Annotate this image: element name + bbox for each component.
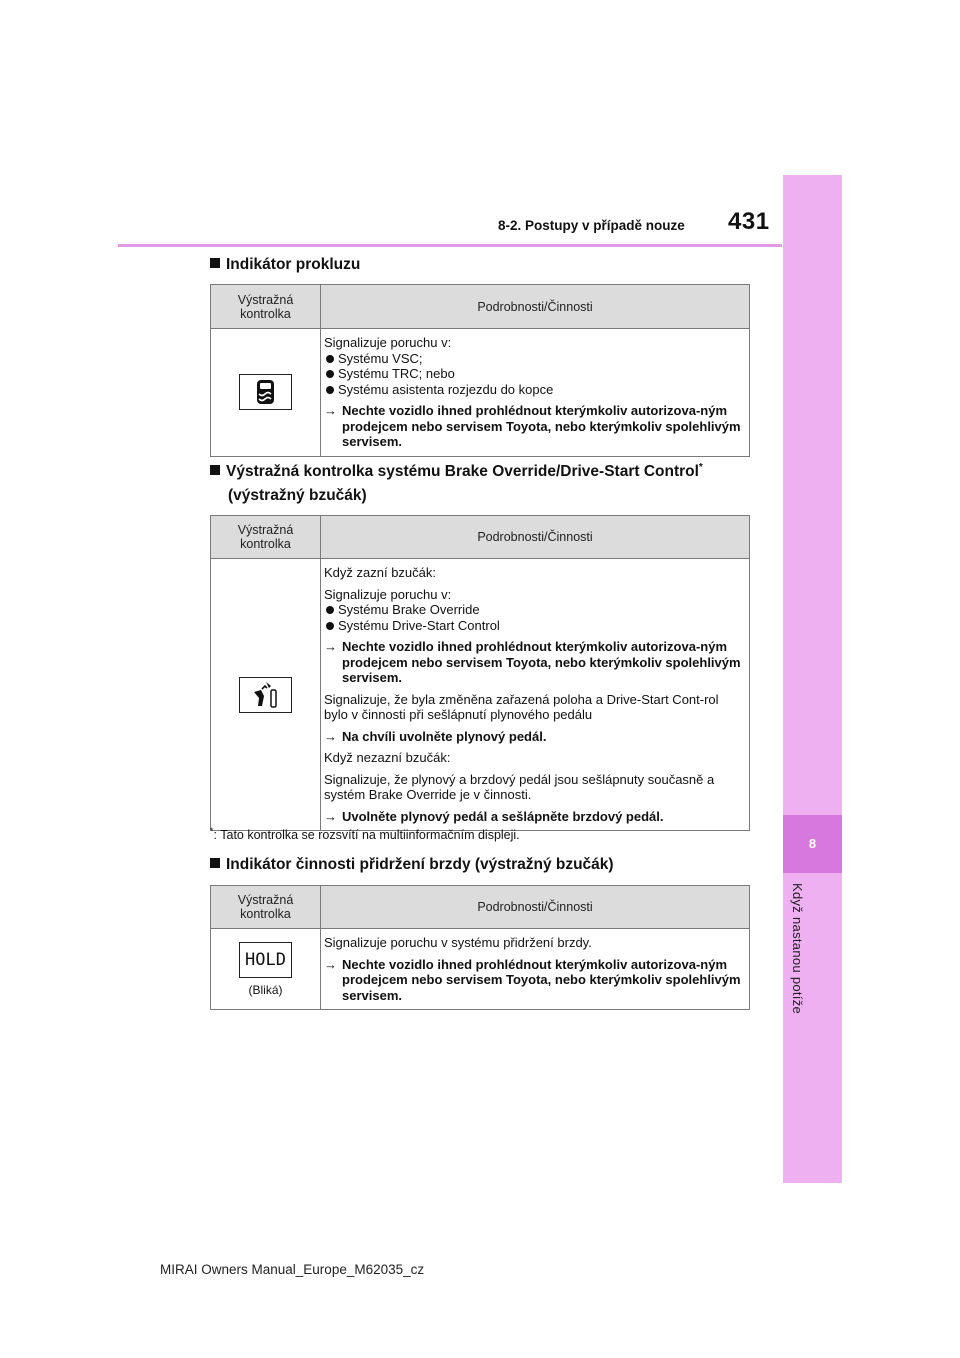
chapter-side-tab bbox=[783, 175, 842, 1183]
warning-light-cell bbox=[211, 329, 321, 457]
detail-intro: Signalizuje poruchu v systému přidržení brzdy. bbox=[324, 935, 592, 950]
chapter-title: Když nastanou potíže bbox=[790, 883, 805, 1015]
arrow-icon: → bbox=[324, 808, 337, 824]
arrow-icon: → bbox=[324, 956, 337, 972]
square-bullet-icon bbox=[210, 465, 220, 475]
section-heading-line2: (výstražný bzučák) bbox=[228, 487, 367, 504]
action-text: Nechte vozidlo ihned prohlédnout kterýmkoliv autorizova-ným prodejcem nebo servisem Toyota, nebo kterýmkoliv spolehlivým servisem. bbox=[342, 639, 741, 685]
buzzer-off-label: Když nezazní bzučák: bbox=[324, 750, 451, 765]
footnote-marker: * bbox=[210, 826, 214, 836]
warning-light-cell bbox=[211, 559, 321, 831]
table-header-details: Podrobnosti/Činnosti bbox=[321, 516, 750, 559]
list-item: Systému Brake Override bbox=[324, 602, 745, 618]
heading-text: Indikátor činnosti přidržení brzdy (výstražný bzučák) bbox=[226, 856, 614, 873]
action-instruction bbox=[324, 403, 745, 450]
detail-intro: Signalizuje poruchu v: bbox=[324, 335, 452, 350]
warning-light-cell bbox=[211, 929, 321, 1010]
document-footer: MIRAI Owners Manual_Europe_M62035_cz bbox=[160, 1262, 425, 1277]
list-item: Systému Drive-Start Control bbox=[324, 618, 745, 634]
details-cell bbox=[321, 329, 750, 457]
action-instruction bbox=[324, 639, 745, 686]
detail-paragraph: Signalizuje, že byla změněna zařazená poloha a Drive-Start Cont-rol bylo v činnosti při sešlápnutí plynového pedálu bbox=[324, 691, 719, 722]
brake-hold-table bbox=[210, 885, 750, 1010]
arrow-icon: → bbox=[324, 403, 337, 418]
header-divider bbox=[118, 244, 782, 247]
heading-text: Indikátor prokluzu bbox=[226, 256, 361, 273]
hold-indicator-icon: HOLD bbox=[239, 942, 292, 978]
heading-text: Výstražná kontrolka systému Brake Override/Drive-Start Control bbox=[226, 463, 699, 481]
list-item: Systému TRC; nebo bbox=[324, 366, 745, 382]
icon-caption: (Bliká) bbox=[248, 982, 283, 997]
table-header-warning-light: Výstražná kontrolka bbox=[211, 285, 321, 329]
square-bullet-icon bbox=[210, 258, 220, 268]
table-header-warning-light: Výstražná kontrolka bbox=[211, 886, 321, 929]
table-header-details: Podrobnosti/Činnosti bbox=[321, 285, 750, 329]
square-bullet-icon bbox=[210, 858, 220, 868]
action-text: Uvolněte plynový pedál a sešlápněte brzdový pedál. bbox=[342, 808, 664, 824]
section-heading-slip-indicator bbox=[210, 256, 360, 274]
slip-indicator-table bbox=[210, 284, 750, 457]
detail-paragraph: Signalizuje, že plynový a brzdový pedál jsou sešlápnuty současně a systém Brake Override je v činnosti. bbox=[324, 771, 715, 802]
footnote-text: : Tato kontrolka se rozsvítí na multiinformačním displeji. bbox=[213, 828, 520, 843]
action-instruction bbox=[324, 957, 745, 1004]
page-number: 431 bbox=[728, 208, 770, 235]
section-heading-brake-override bbox=[210, 462, 703, 481]
action-text: Nechte vozidlo ihned prohlédnout kterýmkoliv autorizova-ným prodejcem nebo servisem Toyota, nebo kterýmkoliv spolehlivým servisem. bbox=[342, 956, 741, 1003]
footnote bbox=[210, 826, 520, 842]
details-cell bbox=[321, 559, 750, 831]
list-item: Systému asistenta rozjezdu do kopce bbox=[324, 382, 745, 398]
details-cell bbox=[321, 929, 750, 1010]
action-text: Na chvíli uvolněte plynový pedál. bbox=[342, 728, 547, 744]
footnote-marker: * bbox=[698, 462, 703, 473]
brake-override-table bbox=[210, 515, 750, 831]
buzzer-on-label: Když zazní bzučák: bbox=[324, 565, 436, 580]
action-instruction bbox=[324, 729, 745, 745]
action-instruction bbox=[324, 809, 745, 825]
action-text: Nechte vozidlo ihned prohlédnout kterýmkoliv autorizova-ným prodejcem nebo servisem Toyota, nebo kterýmkoliv spolehlivým servisem. bbox=[342, 403, 741, 449]
list-item: Systému VSC; bbox=[324, 351, 745, 367]
arrow-icon: → bbox=[324, 728, 337, 744]
section-heading-brake-hold bbox=[210, 856, 614, 874]
chapter-number: 8 bbox=[808, 836, 817, 851]
detail-intro: Signalizuje poruchu v: bbox=[324, 586, 452, 602]
slip-indicator-icon bbox=[239, 374, 292, 410]
table-header-details: Podrobnosti/Činnosti bbox=[321, 886, 750, 929]
brake-override-warning-icon bbox=[239, 677, 292, 713]
section-title: 8-2. Postupy v případě nouze bbox=[498, 218, 685, 233]
arrow-icon: → bbox=[324, 639, 337, 654]
table-header-warning-light: Výstražná kontrolka bbox=[211, 516, 321, 559]
